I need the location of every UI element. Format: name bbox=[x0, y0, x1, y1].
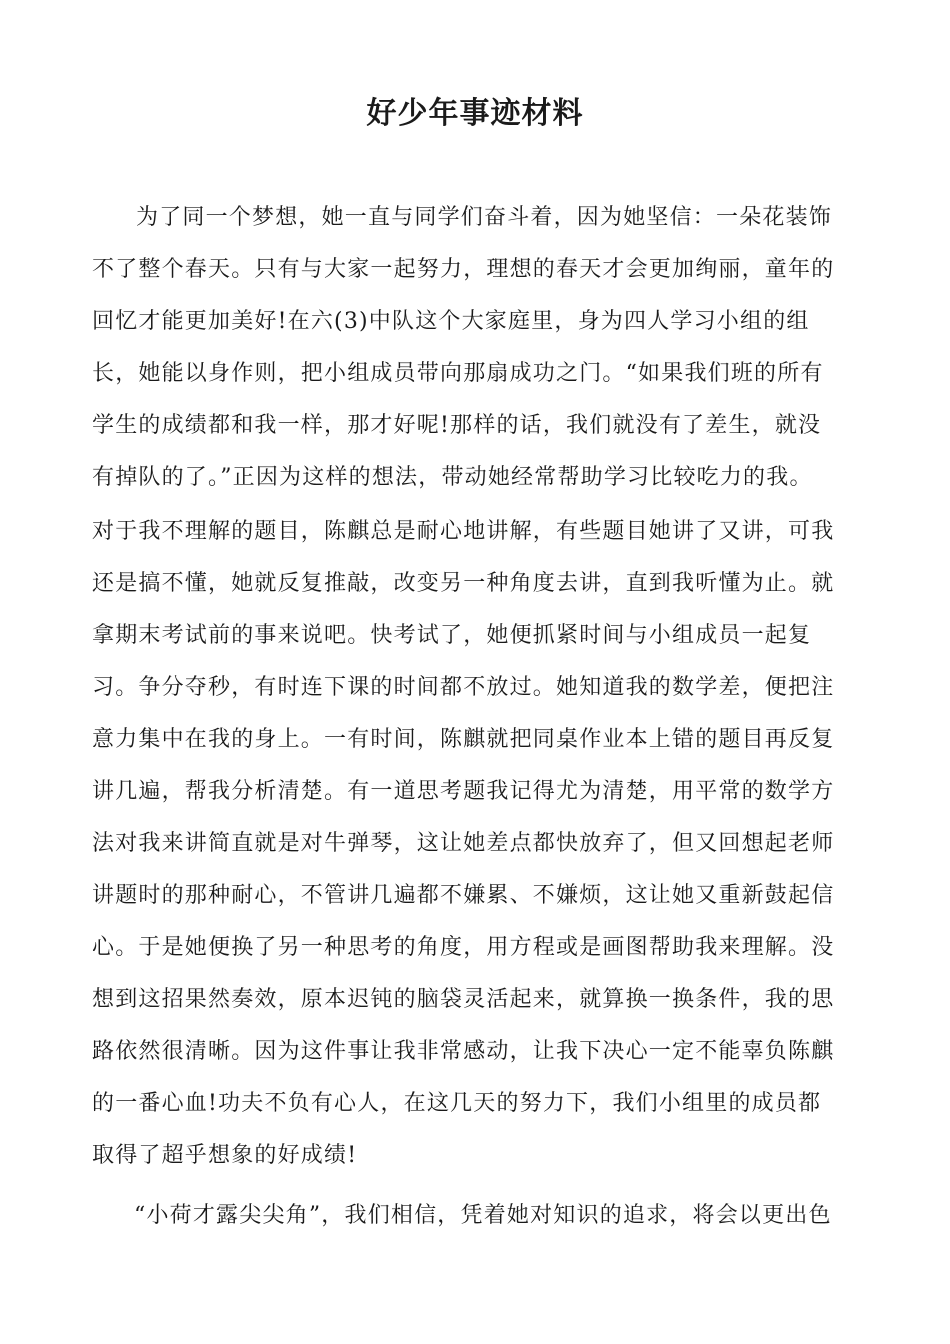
text-line-9: 拿期末考试前的事来说吧。快考试了，她便抓紧时间与小组成员一起复 bbox=[92, 623, 812, 648]
text-line-19: 取得了超乎想象的好成绩! bbox=[92, 1143, 358, 1168]
text-line-11: 意力集中在我的身上。一有时间，陈麒就把同桌作业本上错的题目再反复 bbox=[92, 727, 835, 752]
text-line-18: 的一番心血!功夫不负有心人，在这几天的努力下，我们小组里的成员都 bbox=[92, 1091, 822, 1116]
text-line-17: 路依然很清晰。因为这件事让我非常感动，让我下决心一定不能辜负陈麒 bbox=[92, 1039, 835, 1064]
text-line-4: 长，她能以身作则，把小组成员带向那扇成功之门。“如果我们班的所有 bbox=[92, 361, 824, 386]
text-line-7: 对于我不理解的题目，陈麒总是耐心地讲解，有些题目她讲了又讲，可我 bbox=[92, 519, 835, 544]
text-line-1: 为了同一个梦想，她一直与同学们奋斗着，因为她坚信：一朵花装饰 bbox=[136, 205, 833, 230]
text-line-8: 还是搞不懂，她就反复推敲，改变另一种角度去讲，直到我听懂为止。就 bbox=[92, 571, 835, 596]
text-line-6: 有掉队的了。”正因为这样的想法，带动她经常帮助学习比较吃力的我。 bbox=[92, 465, 813, 490]
text-line-16: 想到这招果然奏效，原本迟钝的脑袋灵活起来，就算换一换条件，我的思 bbox=[92, 987, 835, 1012]
text-line-12: 讲几遍，帮我分析清楚。有一道思考题我记得尤为清楚，用平常的数学方 bbox=[92, 779, 835, 804]
text-line-2: 不了整个春天。只有与大家一起努力，理想的春天才会更加绚丽，童年的 bbox=[92, 257, 835, 282]
text-line-3: 回忆才能更加美好!在六(3)中队这个大家庭里，身为四人学习小组的组 bbox=[92, 309, 810, 334]
text-line-14: 讲题时的那种耐心，不管讲几遍都不嫌累、不嫌烦，这让她又重新鼓起信 bbox=[92, 883, 835, 908]
text-line-5: 学生的成绩都和我一样，那才好呢!那样的话，我们就没有了差生，就没 bbox=[92, 413, 822, 438]
text-line-20: “小荷才露尖尖角”，我们相信，凭着她对知识的追求，将会以更出色 bbox=[134, 1203, 832, 1228]
text-line-10: 习。争分夺秒，有时连下课的时间都不放过。她知道我的数学差，便把注 bbox=[92, 675, 835, 700]
text-line-15: 心。于是她便换了另一种思考的角度，用方程或是画图帮助我来理解。没 bbox=[92, 935, 835, 960]
text-line-13: 法对我来讲简直就是对牛弹琴，这让她差点都快放弃了，但又回想起老师 bbox=[92, 831, 835, 856]
document-title: 好少年事迹材料 bbox=[366, 96, 584, 131]
